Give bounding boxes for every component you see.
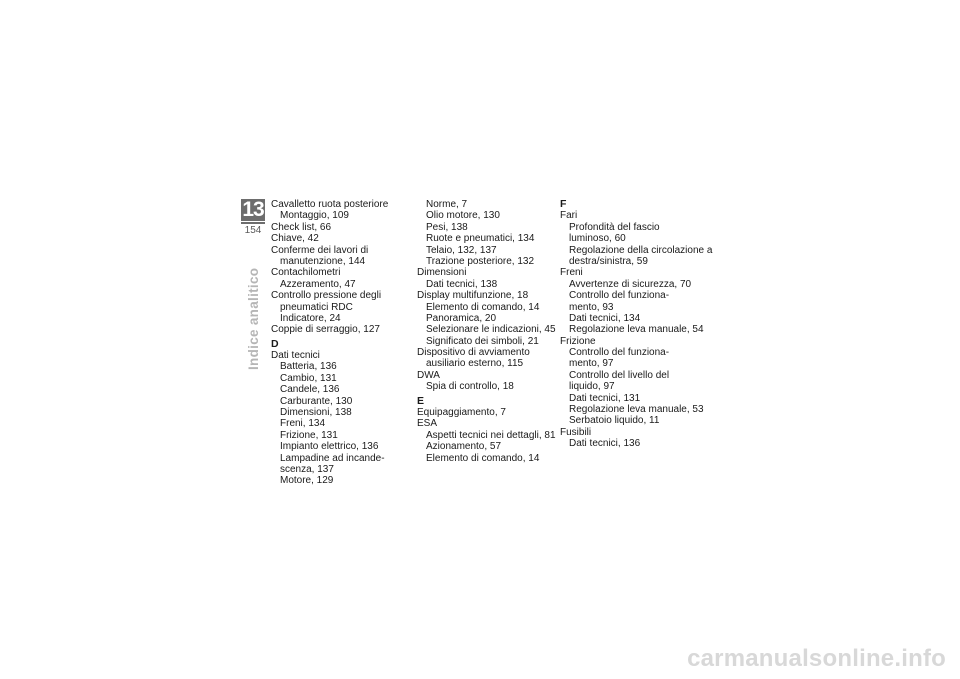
index-entry: Fari	[560, 210, 578, 222]
index-subentry: Dati tecnici, 138	[426, 278, 498, 290]
index-entry: Display multifunzione, 18	[417, 290, 529, 302]
index-entry: Fusibili	[560, 426, 592, 438]
index-subentry: Carburante, 130	[280, 395, 353, 407]
index-entry: DWA	[417, 369, 440, 381]
index-subentry: Controllo del livello del	[569, 369, 670, 381]
index-entry: Frizione	[560, 335, 596, 347]
chapter-divider	[241, 222, 265, 224]
index-entry: Controllo pressione degli	[271, 290, 382, 302]
chapter-tab	[241, 199, 265, 237]
index-subentry: Indicatore, 24	[280, 312, 341, 324]
index-subentry: Significato dei simboli, 21	[426, 335, 539, 347]
index-subentry: Ruote e pneumatici, 134	[426, 233, 535, 245]
index-subentry: Montaggio, 109	[280, 210, 349, 222]
index-subentry: Dati tecnici, 131	[569, 392, 641, 404]
index-subentry: Elemento di comando, 14	[426, 452, 540, 464]
index-entry: Dispositivo di avviamento	[417, 347, 530, 359]
index-subentry: Pesi, 138	[426, 221, 468, 233]
index-subentry: pneumatici RDC	[280, 301, 353, 313]
index-subentry: Selezionare le indicazioni, 45	[426, 324, 556, 336]
index-subentry: Avvertenze di sicurezza, 70	[569, 278, 692, 290]
index-subentry: Spia di controllo, 18	[426, 381, 514, 393]
index-subentry: Profondità del fascio	[569, 221, 660, 233]
index-subentry: Controllo del funziona-	[569, 290, 670, 302]
index-entry: Dimensioni	[417, 267, 467, 279]
index-subentry: Telaio, 132, 137	[426, 244, 497, 256]
index-subentry: luminoso, 60	[569, 233, 626, 245]
index-subentry: Batteria, 136	[280, 361, 337, 373]
index-entry: Equipaggiamento, 7	[417, 407, 506, 419]
section-title: Indice analitico	[246, 267, 261, 370]
index-subentry: Dati tecnici, 134	[569, 312, 641, 324]
index-subentry: Lampadine ad incande-	[280, 452, 385, 464]
index-subentry: Norme, 7	[426, 199, 468, 210]
index-letter-heading: F	[560, 198, 567, 210]
index-subentry: scenza, 137	[280, 463, 334, 475]
index-subentry: manutenzione, 144	[280, 255, 366, 267]
index-subentry: Candele, 136	[280, 384, 340, 396]
index-entry: Check list, 66	[271, 221, 332, 233]
index-subentry: Olio motore, 130	[426, 210, 500, 222]
index-subentry: Panoramica, 20	[426, 312, 497, 324]
index-entry: Freni	[560, 267, 583, 279]
index-subentry: Azzeramento, 47	[280, 278, 356, 290]
index-subentry: Cambio, 131	[280, 372, 337, 384]
index-entry: Coppie di serraggio, 127	[271, 324, 380, 336]
index-subentry: Controllo del funziona-	[569, 347, 670, 359]
index-entry: Chiave, 42	[271, 233, 319, 245]
index-column-3	[560, 198, 713, 450]
index-subentry: mento, 93	[569, 301, 614, 313]
index-subentry: Frizione, 131	[280, 429, 338, 441]
index-entry: ESA	[417, 418, 438, 430]
index-column-1	[271, 199, 421, 487]
index-subentry: Azionamento, 57	[426, 441, 502, 453]
index-subentry: Elemento di comando, 14	[426, 301, 540, 313]
index-subentry: Trazione posteriore, 132	[426, 255, 535, 267]
index-subentry: destra/sinistra, 59	[569, 255, 648, 267]
chapter-number: 13	[242, 198, 264, 221]
index-subentry: Dati tecnici, 136	[569, 438, 641, 450]
index-subentry: Motore, 129	[280, 475, 334, 487]
index-letter-heading: E	[417, 394, 425, 407]
index-subentry: ausiliario esterno, 115	[426, 358, 524, 370]
index-letter-heading: D	[271, 337, 279, 350]
index-subentry: liquido, 97	[569, 381, 615, 393]
index-subentry: Serbatoio liquido, 11	[569, 415, 660, 427]
index-entry: Cavalletto ruota posteriore	[271, 199, 389, 210]
watermark-text: carmanualsonline.info	[687, 645, 946, 672]
index-entry: Dati tecnici	[271, 350, 320, 362]
index-column-2	[417, 199, 567, 464]
index-subentry: mento, 97	[569, 358, 614, 370]
index-subentry: Regolazione della circolazione a	[569, 244, 713, 256]
index-subentry: Dimensioni, 138	[280, 407, 352, 419]
index-subentry: Regolazione leva manuale, 54	[569, 324, 704, 336]
index-entry: Conferme dei lavori di	[271, 244, 369, 256]
index-subentry: Regolazione leva manuale, 53	[569, 404, 704, 416]
index-subentry: Freni, 134	[280, 418, 326, 430]
index-subentry: Impianto elettrico, 136	[280, 441, 379, 453]
page-number: 154	[244, 225, 262, 236]
index-entry: Contachilometri	[271, 267, 341, 279]
index-subentry: Aspetti tecnici nei dettagli, 81	[426, 429, 556, 441]
